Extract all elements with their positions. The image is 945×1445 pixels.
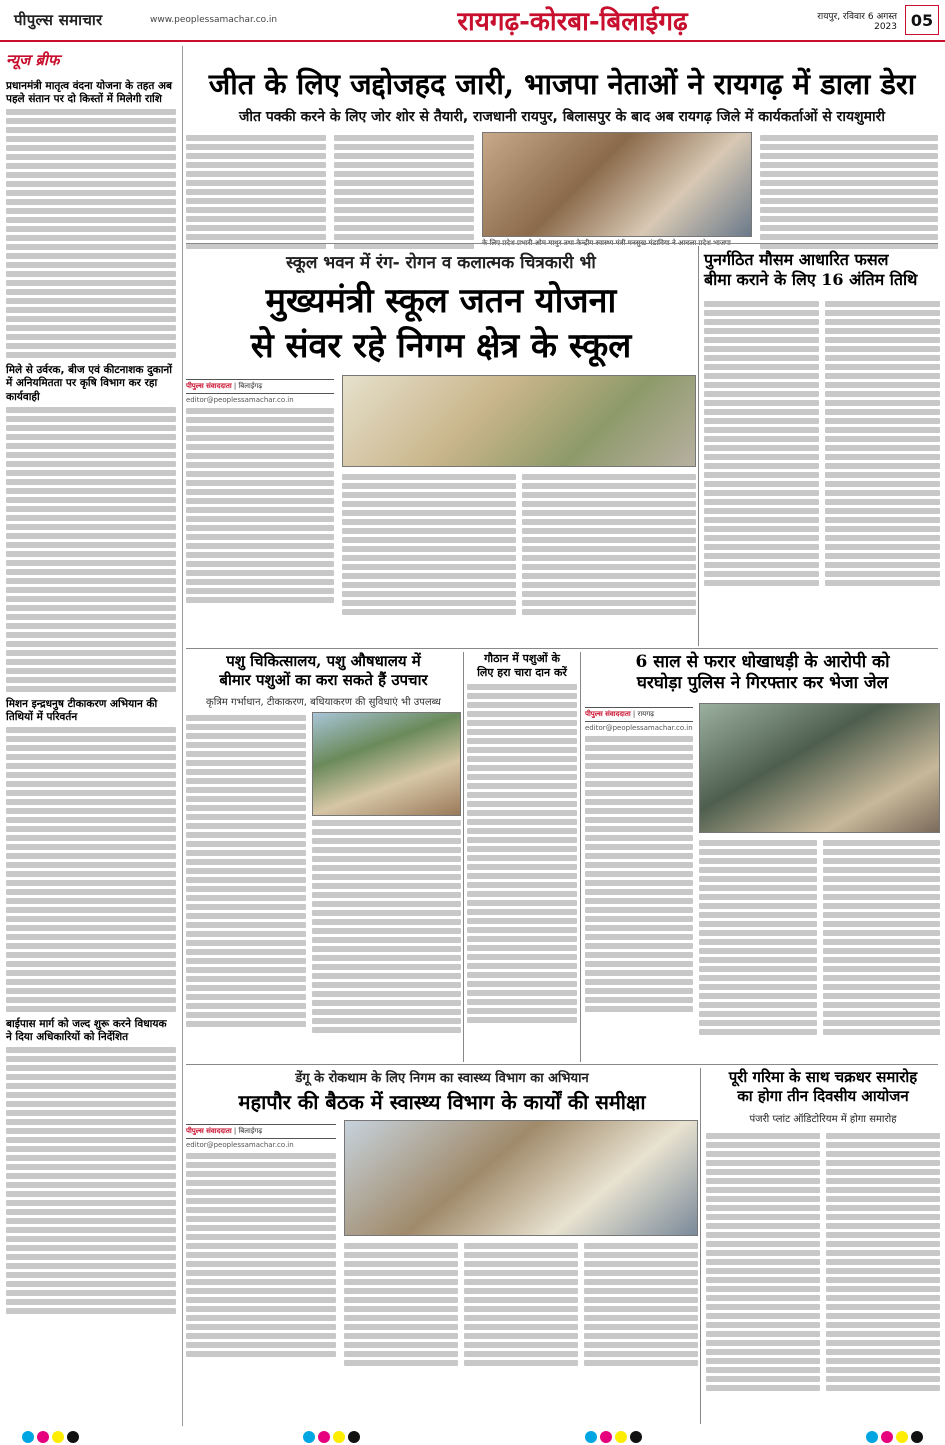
chakradhar-subheadline: पंजरी प्लांट ऑडिटोरियम में होगा समारोह	[749, 1113, 897, 1125]
byline-email: editor@peoplessamachar.co.in	[186, 1141, 294, 1149]
insurance-headline-line-2: बीमा कराने के लिए 16 अंतिम तिथि	[704, 270, 918, 289]
body-text	[823, 837, 941, 1038]
body-text	[186, 132, 326, 250]
body-text	[312, 820, 461, 1033]
edition-title: रायगढ़-कोरबा-बिलाईगढ़	[457, 7, 688, 37]
body-text	[334, 132, 474, 250]
dengue-headline: महापौर की बैठक में स्वास्थ्य विभाग के कार्यों की समीक्षा	[238, 1090, 646, 1114]
body-text	[699, 837, 817, 1038]
body-text	[6, 109, 176, 358]
body-text	[522, 471, 696, 618]
body-text	[704, 298, 819, 589]
chakradhar-headline-line-2: का होगा तीन दिवसीय आयोजन	[737, 1086, 909, 1105]
body-text	[342, 471, 516, 618]
byline: पीपुल्स संवाददाता | बिलाईगढ़	[186, 1124, 336, 1139]
fraud-headline-line-2: घरघोड़ा पुलिस ने गिरफ्तार कर भेजा जेल	[636, 673, 889, 694]
school-photo	[342, 375, 696, 467]
school-headline-line-1: मुख्यमंत्री स्कूल जतन योजना	[265, 281, 617, 321]
cmyk-marks-center-left	[303, 1431, 360, 1443]
fraud-story	[585, 652, 940, 1062]
lead-photo	[482, 132, 752, 237]
body-text	[464, 1240, 578, 1369]
byline-place: बिलाईगढ़	[238, 1127, 263, 1135]
body-text	[6, 727, 176, 1012]
brief-headline: मिशन इन्द्रधनुष टीकाकरण अभियान की तिथियों में परिवर्तन	[6, 697, 158, 723]
page-number: 05	[905, 5, 939, 35]
brief-headline: बाईपास मार्ग को जल्द शुरू करने विधायक ने दिया अधिकारियों को निर्देशित	[6, 1017, 167, 1043]
print-registration-footer	[0, 1428, 945, 1445]
veterinary-photo	[312, 712, 461, 816]
chakradhar-story	[706, 1068, 940, 1424]
byline-place: रायगढ़	[637, 709, 655, 718]
dengue-story	[186, 1068, 698, 1424]
lead-headline: जीत के लिए जद्दोजहद जारी, भाजपा नेताओं ने रायगढ़ में डाला डेरा	[208, 67, 916, 101]
body-text	[467, 684, 577, 1023]
body-text	[826, 1130, 940, 1394]
vet-subheadline: कृत्रिम गर्भाधान, टीकाकरण, बधियाकरण की सुविधाएं भी उपलब्ध	[206, 696, 441, 708]
body-text	[760, 132, 938, 250]
news-brief-tag: न्यूज ब्रीफ	[6, 51, 60, 69]
vet-headline-line-1: पशु चिकित्सालय, पशु औषधालय में	[226, 652, 421, 670]
fraud-headline-line-1: 6 साल से फरार धोखाधड़ी के आरोपी को	[635, 652, 890, 672]
lead-story	[186, 46, 938, 242]
chakradhar-headline-line-1: पूरी गरिमा के साथ चक्रधर समारोह	[728, 1068, 918, 1086]
cmyk-marks-right	[866, 1431, 923, 1443]
fodder-headline-line-2: लिए हरा चारा दान करें	[477, 665, 567, 679]
dengue-kicker: डेंगू के रोकथाम के लिए निगम का स्वास्थ्य विभाग का अभियान	[295, 1071, 589, 1086]
brief-item	[6, 364, 176, 691]
news-brief-column	[0, 46, 183, 1426]
veterinary-story	[186, 652, 461, 1062]
fodder-story	[467, 652, 577, 1062]
body-text	[344, 1240, 458, 1369]
school-story	[186, 246, 696, 646]
vet-headline-line-2: बीमार पशुओं का करा सकते हैं उपचार	[219, 670, 428, 689]
body-text	[186, 712, 306, 1036]
school-headline-line-2: से संवर रहे निगम क्षेत्र के स्कूल	[250, 325, 632, 366]
brief-headline: प्रधानमंत्री मातृत्व वंदना योजना के तहत अब पहले संतान पर दो किस्तों में मिलेगी राशि	[6, 80, 173, 106]
issue-date: रायपुर, रविवार 6 अगस्त 2023	[817, 11, 897, 32]
fraud-photo	[699, 703, 940, 833]
fodder-headline-line-1: गौठान में पशुओं के	[484, 652, 560, 665]
byline: पीपुल्स संवाददाता | रायगढ़	[585, 707, 693, 722]
body-text	[706, 1130, 820, 1394]
dengue-meeting-photo	[344, 1120, 698, 1236]
brief-item	[6, 1018, 176, 1314]
masthead	[0, 0, 945, 42]
insurance-headline-line-1: पुनर्गठित मौसम आधारित फसल	[704, 250, 889, 269]
body-text	[825, 298, 940, 589]
brief-headline: मिले से उर्वरक, बीज एवं कीटनाशक दुकानों में अनियमितता पर कृषि विभाग कर रहा कार्यवाही	[6, 364, 172, 403]
school-kicker: स्कूल भवन में रंग- रोगन व कलात्मक चित्रकारी भी	[286, 253, 596, 273]
byline: पीपुल्स संवाददाता | बिलाईगढ़	[186, 379, 334, 394]
body-text	[584, 1240, 698, 1369]
newspaper-logo: पीपुल्स समाचार	[14, 11, 103, 29]
body-text	[6, 1047, 176, 1314]
body-text	[585, 736, 693, 1012]
byline-author: पीपुल्स संवाददाता	[585, 709, 631, 718]
cmyk-marks-left	[22, 1431, 79, 1443]
website-url: www.peoplessamachar.co.in	[150, 15, 278, 25]
brief-item	[6, 698, 176, 1012]
body-text	[6, 407, 176, 692]
byline-place: बिलाईगढ़	[238, 381, 263, 390]
brief-item	[6, 80, 176, 358]
byline-email: editor@peoplessamachar.co.in	[585, 723, 693, 732]
body-text	[186, 408, 334, 603]
byline-author: पीपुल्स संवाददाता	[186, 1127, 232, 1135]
insurance-story	[704, 246, 940, 646]
byline-email: editor@peoplessamachar.co.in	[186, 395, 294, 404]
byline-author: पीपुल्स संवाददाता	[186, 381, 232, 390]
cmyk-marks-center-right	[585, 1431, 642, 1443]
body-text	[186, 1153, 336, 1357]
lead-subheadline: जीत पक्की करने के लिए जोर शोर से तैयारी, राजधानी रायपुर, बिलासपुर के बाद अब रायगढ़ जिले में कार्यकर्ताओं से रायशुमारी	[238, 109, 886, 125]
